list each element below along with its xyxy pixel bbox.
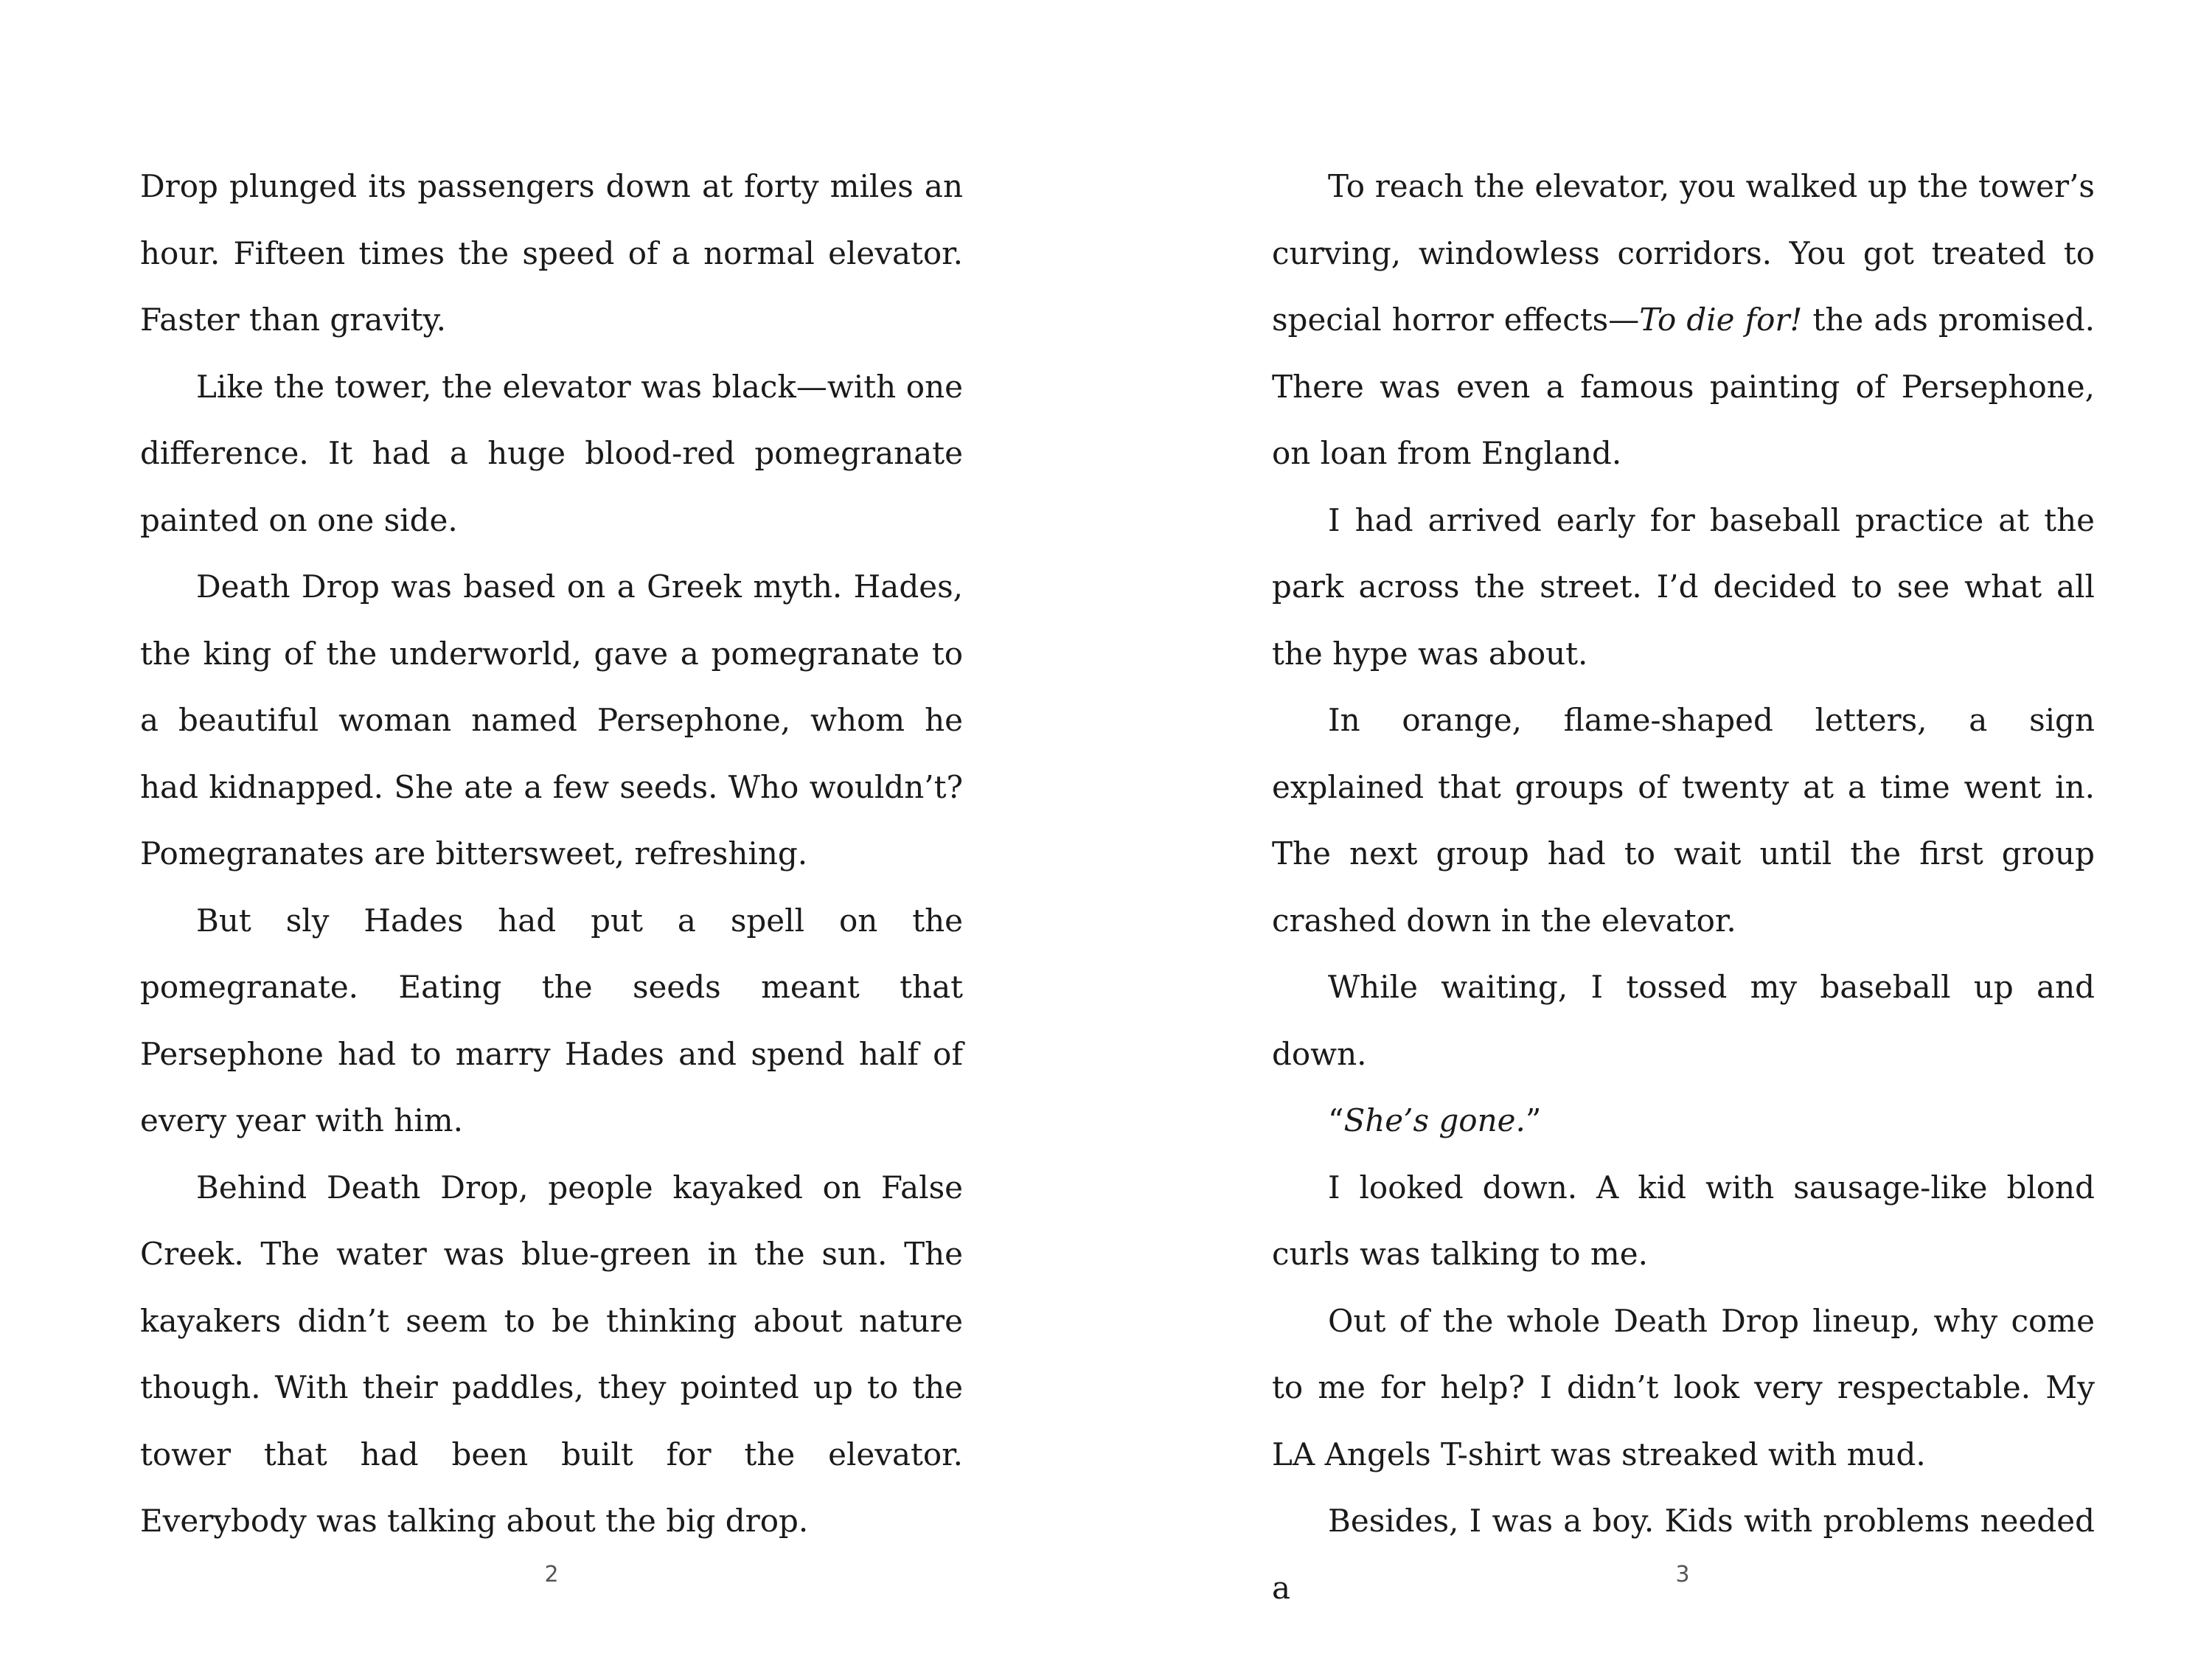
paragraph: I looked down. A kid with sausage-like blond curls was talking to me. xyxy=(1272,1169,2095,1272)
dialogue-paragraph xyxy=(1272,1088,2095,1155)
open-quote: “ xyxy=(1328,1102,1344,1138)
page-number: 3 xyxy=(1675,1562,1690,1587)
paragraph: While waiting, I tossed my baseball up and down. xyxy=(1272,969,2095,1072)
italic-phrase: To die for! xyxy=(1639,302,1803,338)
italic-dialogue: She’s gone. xyxy=(1343,1102,1526,1138)
paragraph: Behind Death Drop, people kayaked on False Creek. The water was blue-green in the sun. The kayakers didn’t seem to be thinking about nature though. With their paddles, they pointed up to the tower that had been built for the elevator. Everybody was talking about the big drop. xyxy=(140,1169,963,1539)
paragraph: Out of the whole Death Drop lineup, why come to me for help? I didn’t look very respectable. My LA Angels T-shirt was streaked with mud. xyxy=(1272,1302,2095,1472)
close-quote: ” xyxy=(1525,1102,1542,1138)
left-page-text xyxy=(140,153,963,1555)
page-number: 2 xyxy=(544,1562,559,1587)
paragraph-text: the ads promised. There was even a famous painting of Persephone, on loan from England. xyxy=(1272,302,2096,471)
right-page xyxy=(1106,0,2212,1659)
paragraph: I had arrived early for baseball practice at the park across the street. I’d decided to see what all the hype was about. xyxy=(1272,501,2095,672)
paragraph: Death Drop was based on a Greek myth. Hades, the king of the underworld, gave a pomegranate to a beautiful woman named Persephone, whom he had kidnapped. She ate a few seeds. Who wouldn’t? Pomegranates are bittersweet, refreshing. xyxy=(140,568,963,872)
paragraph: Besides, I was a boy. Kids with problems needed a xyxy=(1272,1503,2095,1606)
paragraph: Like the tower, the elevator was black—with one difference. It had a huge blood-red pomegranate painted on one side. xyxy=(140,368,963,538)
paragraph: Drop plunged its passengers down at forty miles an hour. Fifteen times the speed of a normal elevator. Faster than gravity. xyxy=(140,168,963,338)
paragraph: In orange, flame-shaped letters, a sign explained that groups of twenty at a time went in. The next group had to wait until the first group crashed down in the elevator. xyxy=(1272,702,2095,939)
paragraph xyxy=(1272,153,2095,487)
right-page-text xyxy=(1272,153,2095,1621)
paragraph-text: To reach the elevator, you walked up the tower’s curving, windowless corridors. You got treated to special horror effects— xyxy=(1272,168,2095,338)
paragraph: But sly Hades had put a spell on the pomegranate. Eating the seeds meant that Persephone had to marry Hades and spend half of every year with him. xyxy=(140,902,963,1138)
